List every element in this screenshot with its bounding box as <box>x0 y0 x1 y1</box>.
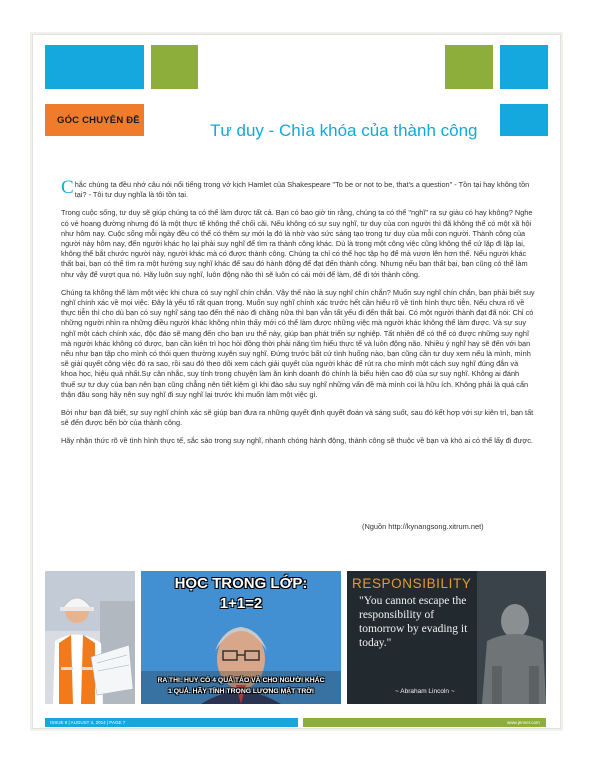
paragraph-4: Hãy nhận thức rõ về tình hình thực tế, sắc sảo trong suy nghĩ, nhanh chóng hành động, thành công sẽ thuộc về bạn và khó ai có thể lấy đi được. <box>61 436 533 446</box>
source-credit: (Nguồn http://kynangsong.xitrum.net) <box>362 522 484 531</box>
paragraph-1: Trong cuộc sống, tư duy sẽ giúp chúng ta có thể làm được tất cả. Bạn có bao giờ tin rằng, chúng ta có thể "nghĩ" ra sự giàu có hay không? Nghe có vẻ hoang đường nhưng đó là một thực tế không thể chối cãi. Nếu không có sự suy nghĩ, tư duy của con người thì đã không thể có một xã hội như hôm nay. Cuộc sống mỗi ngày đều có thể có thêm sự mới lạ đó là nhờ vào sức sáng tạo trong tư duy của mỗi con người. Thành công của người này hôm nay, đến người khác họ lại phải suy nghĩ để tìm ra thành công khác. Dù là trong một công việc cũng không thể cứ lặp đi lặp lại, không thể bắt chước người này, người khác mà có được thành công. Chúng ta chỉ có thể học tập họ để mà vươn lên hơn thế. Nếu người khác thất bại, bạn có thể tìm ra một hướng suy nghĩ khác để sau đó hành động để đạt đến thành công. Nhưng nếu bạn thất bại, bạn cũng có thể làm như vậy để vượt qua nó. Hãy luôn suy nghĩ, luôn động não thì sẽ luôn có cái mới để làm, để đi tới thành công. <box>61 208 533 279</box>
meme-caption-line-2: 1 QUẢ. HÃY TÍNH TRỌNG LƯỢNG MẶT TRỜI <box>168 688 314 695</box>
section-label-box <box>45 104 144 136</box>
quote-text: "You cannot escape the responsibility of tomorrow by evading it today." <box>359 595 468 649</box>
engineer-illustration <box>45 571 135 704</box>
meme-caption-line-1: RA THI: HUY CÓ 4 QUẢ TÁO VÀ CHO NGƯỜI KHÁC <box>157 677 325 684</box>
header-square-green-left <box>151 45 198 89</box>
intro-text: hắc chúng ta đều nhớ câu nói nổi tiếng trong vở kịch Hamlet của Shakespeare "To be or not to be, that's a question" - Tồn tại hay không tồn tại? - Tôi tư duy nghĩa là tôi tồn tại. <box>74 180 530 200</box>
quote-author: ~ Abraham Lincoln ~ <box>395 688 455 695</box>
header-square-blue-right <box>500 45 548 89</box>
header-square-blue-left <box>45 45 144 89</box>
paragraph-3: Bởi như bạn đã biết, sự suy nghĩ chính xác sẽ giúp bạn đưa ra những quyết định quyết đoán và sáng suốt, sau đó kết hợp với sự kiên trì, bạn tất sẽ đến được bến bờ của thành công. <box>61 408 534 428</box>
section-label: GÓC CHUYÊN ĐỀ <box>57 115 140 126</box>
intro-paragraph <box>61 177 535 200</box>
engineer-photo <box>45 571 135 704</box>
article-title: Tư duy - Chìa khóa của thành công <box>210 121 478 140</box>
footer-issue: ISSUE 8 | AUGUST 4, 2014 | PAGE 7 <box>50 720 126 725</box>
drop-cap: C <box>61 177 74 198</box>
responsibility-quote-image <box>347 571 546 704</box>
paragraph-2: Chúng ta không thể làm một việc khi chưa có suy nghĩ chín chắn. Vậy thế nào là suy nghĩ chín chắn? Muốn suy nghĩ chín chắn, bạn phải biết suy nghĩ chính xác về mọi việc. Đây là yếu tố rất quan trọng. Muốn suy nghĩ chính xác trước hết cần hiểu rõ về tình hình thực tiễn. Nếu chưa rõ về thực tiễn thì cho dù bạn có suy nghĩ sáng tạo đến thế nào đi chăng nữa thì bạn vẫn tất yếu đi đến thất bại. Có một người thành đạt đã nói: Chỉ có những người nhìn ra những điều người khác không nhìn thấy mới có thể làm được những việc mà người khác không thể làm được. Và sự suy nghĩ một cách chính xác, độc đáo sẽ mang đến cho bạn ưu thế này, giúp bạn phát triển sự nghiệp. Tất nhiên để có thể có được những suy nghĩ mà người khác không có được, bạn cần kiên trì học hỏi đồng thời phải năng tìm hiểu thực tế và luôn động não. Nhiều ý nghĩ hay sẽ đến với bạn nếu như bạn tập cho mình có thói quen thường xuyên suy nghĩ. Đứng trước bất cứ tình huống nào, bạn cũng cần tư duy xem nếu là mình, mình sẽ giải quyết công việc đó ra sao, rồi sau đó theo dõi xem cách giải quyết của người khác để rút ra cho mình một cách suy nghĩ đúng đắn và khoa học, hiệu quả nhất.Sự cân nhắc, suy tính trong chuyện làm ăn kinh doanh đó chính là biểu hiện cao độ của sự suy nghĩ. Không ai đánh thuế sự tư duy của bạn nên bạn cũng chẳng nên tiết kiệm gì khi đào sâu suy nghĩ những vấn đề mà mình coi là hữu ích. Không phải là quá cẩn thận đâu song hãy nên suy nghĩ đi suy nghĩ lại trước khi muốn làm một việc gì. <box>61 287 535 399</box>
header-square-green-right <box>445 45 493 89</box>
meme-image <box>141 571 341 704</box>
header-square-blue-right-lower <box>500 104 548 136</box>
quote-heading: RESPONSIBILITY <box>352 576 472 591</box>
meme-equation: 1+1=2 <box>219 595 263 612</box>
footer-website: www.jenner.com <box>507 720 540 725</box>
article-body <box>61 177 535 455</box>
meme-title: HỌC TRONG LỚP: <box>174 575 308 592</box>
